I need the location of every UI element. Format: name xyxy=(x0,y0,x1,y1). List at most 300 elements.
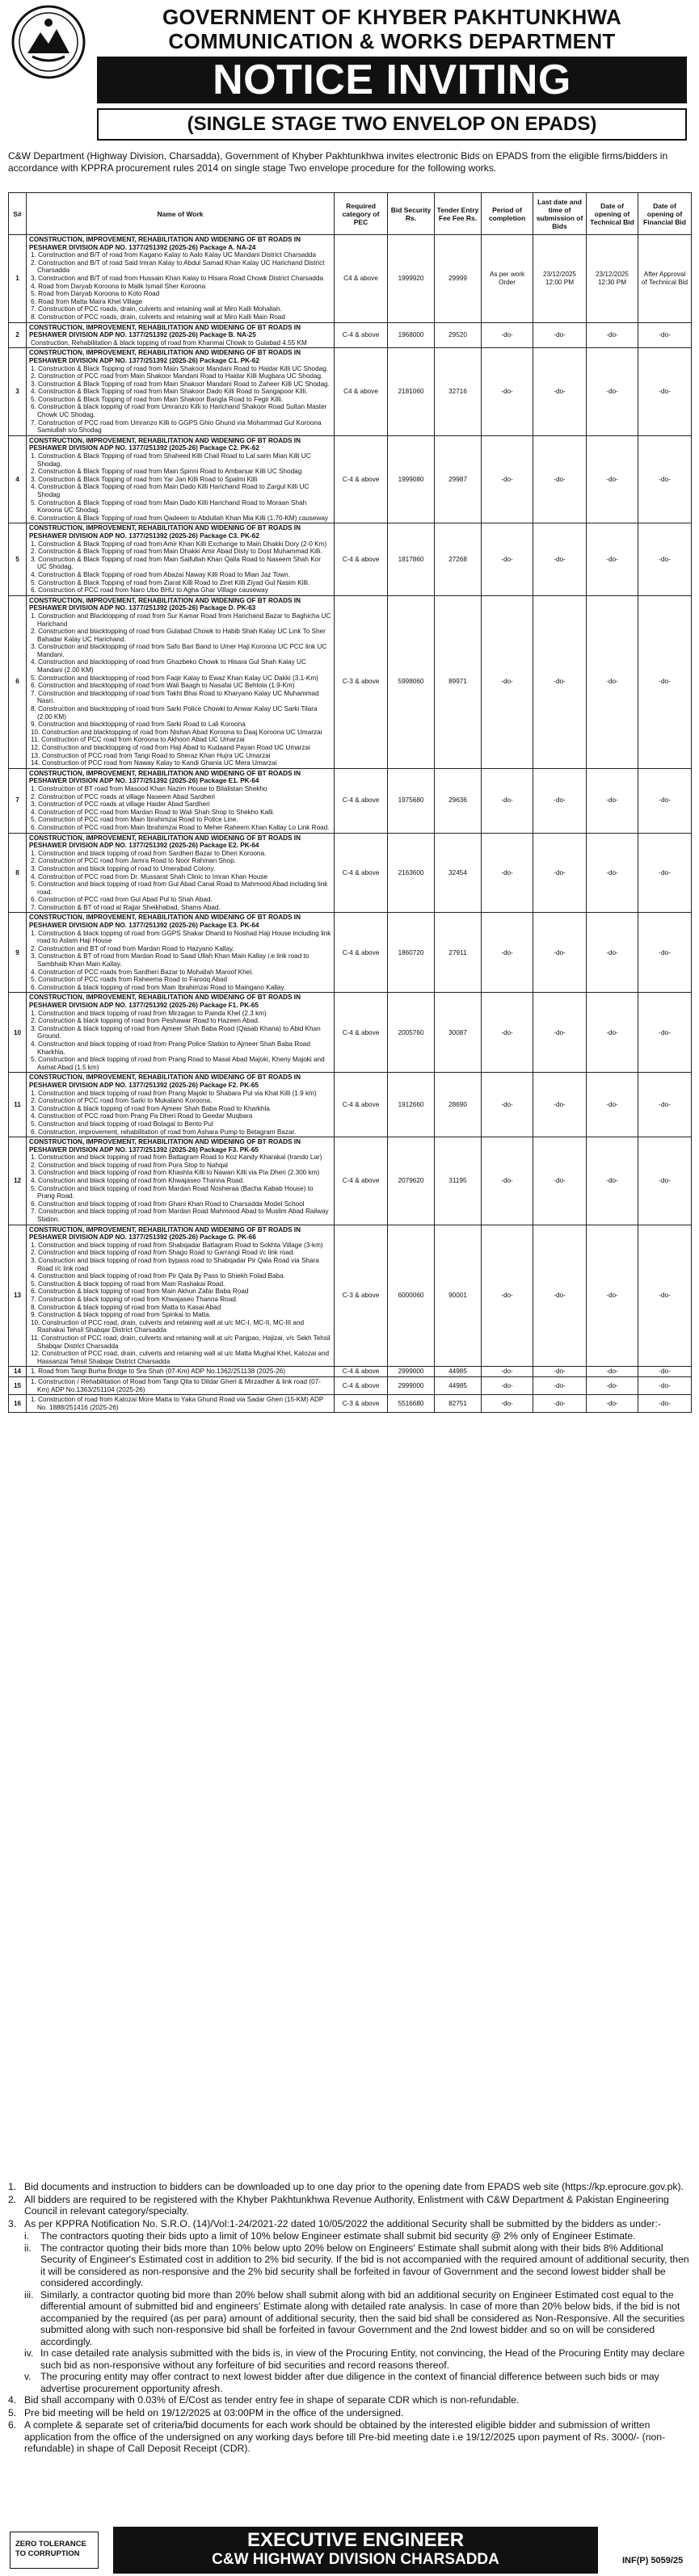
row-technical-opening: -do- xyxy=(587,523,638,595)
row-sno: 14 xyxy=(9,1367,27,1377)
table-header-row xyxy=(9,193,692,235)
signature-block xyxy=(113,2527,598,2574)
note-number: 5. xyxy=(8,2406,17,2418)
work-item: 6. Construction & black topping of road from Umranzo Killi to Harichand Shakoor Road Sultan Master Chowk UC Shodag. xyxy=(31,403,327,419)
work-item: 5. Construction and black topping of road from Gul Abad Canal Road to Mahmood Abad including link road. xyxy=(31,880,328,896)
row-technical-opening: -do- xyxy=(587,1137,638,1225)
row-last-date: -do- xyxy=(533,1137,587,1225)
work-item: 1. Construction and B/T of road from Kagano Kalay to Aalo Kalay UC Mandani District Charsadda xyxy=(31,251,317,259)
work-item: 5. Construction & black topping of road from Main Rashakai Road. xyxy=(31,1280,225,1288)
note-text: A complete & separate set of criteria/bid documents for each work should be obtained by the interested eligible bidder and submission of written application from the office of the undersigned on any working days before till Pre-bid meeting date i.e 19/12/2025 upon payment of Rs. 3000/- (non-refundable) in shape of Call Deposit Receipt (CDR). xyxy=(24,2419,666,2454)
intro-paragraph: C&W Department (Highway Division, Charsadda), Government of Khyber Pakhtunkhwa invites electronic Bids on EPADS from the eligible firms/bidders in accordance with KPPRA procurement rules 2014 on single stage Two envelope procedure for the following works. xyxy=(8,150,668,174)
work-item: 6. Construction & black topping of road from Main Ibrahimzai Road to Maingano Kallay. xyxy=(31,983,286,991)
col-header-category: Required category of PEC xyxy=(335,193,388,235)
procedure-subtitle: (SINGLE STAGE TWO ENVELOP ON EPADS) xyxy=(97,108,687,141)
table-row xyxy=(9,1395,692,1413)
table-row xyxy=(9,1225,692,1367)
col-header-last-date: Last date and time of submission of Bids xyxy=(533,193,587,235)
work-item: Construction, Rehabilitation & black topping of road from Khanmai Chowk to Gulabad 4.55 KM xyxy=(31,338,307,347)
work-item: 4. Road from Daryab Koroona to Malik Ismail Sher Koroona xyxy=(31,282,206,290)
row-category: C-4 & above xyxy=(335,523,388,595)
row-period: -do- xyxy=(482,1367,533,1377)
work-item: 4. Construction of PCC road from Mardan Road to Wali Shah Shop to Shekho Kalli. xyxy=(31,808,275,816)
table-row xyxy=(9,322,692,348)
notice-title: NOTICE INVITING xyxy=(97,57,687,103)
row-category: C4 & above xyxy=(335,348,388,436)
note-number: 3. xyxy=(8,2217,17,2229)
row-period: -do- xyxy=(482,322,533,348)
work-item: 4. Construction of PCC road from Dr. Mussarat Shah Clinic to Imran Khan House xyxy=(31,872,268,880)
work-item: 2. Construction and blacktopping of road from Gulabad Chowk to Habib Shah Kalay UC Link To Sher Bahadar Kalay UC Harichand. xyxy=(31,628,326,643)
work-item: 5. Construction and black topping of road from Prang Road to Masal Abad Majoki, Kheny Majoki and Asmat Abad (1.5 km) xyxy=(31,1056,325,1071)
row-last-date: -do- xyxy=(533,993,587,1073)
work-item: 2. Construction & Black Topping of road from Main Dhakki Amir Abad Disty to Dost Muhammad Killi. xyxy=(31,548,322,556)
work-item: 1. Road from Tangi Burha Bridge to Sra Shah (07-Km) ADP No.1362/251138 (2025-26) xyxy=(31,1368,285,1376)
note-number: 1. xyxy=(8,2181,17,2192)
note-text: Pre bid meeting will be held on 19/12/2025 at 03:00PM in the office of the undersigned. xyxy=(24,2406,404,2418)
note-item xyxy=(8,2181,691,2193)
work-item: 5. Road from Daryab Koroona to Koto Road xyxy=(31,290,160,298)
work-item: 3. Construction & Black Topping of road from Main Shakoor Mandani Road to Zaheer Killi UC Shodag. xyxy=(31,380,330,388)
work-item: 14. Construction of PCC road from Naway Kalay to Kandi Ghania UC Mera Umarzai xyxy=(31,759,277,767)
row-technical-opening: -do- xyxy=(587,1395,638,1413)
row-bid-security: 5516680 xyxy=(388,1395,435,1413)
note-subitem xyxy=(8,2347,691,2371)
table-row xyxy=(9,1073,692,1137)
row-financial-opening: -do- xyxy=(638,435,692,523)
row-sno: 6 xyxy=(9,595,27,768)
row-entry-fee: 90001 xyxy=(435,1225,482,1367)
work-item: 3. Construction and blacktopping of road from Safo Bari Band to Umer Haji Koroona UC PCC link UC Mandani. xyxy=(31,643,327,658)
row-technical-opening: -do- xyxy=(587,595,638,768)
work-item: 4. Construction & Black Topping of road from Main Shakoor Dado Killi Road to Sangapoor Killi. xyxy=(31,388,308,396)
row-period: -do- xyxy=(482,348,533,436)
row-sno: 15 xyxy=(9,1376,27,1394)
row-bid-security: 2999000 xyxy=(388,1367,435,1377)
row-entry-fee: 27911 xyxy=(435,913,482,993)
work-item: 3. Construction of PCC roads at village Haider Abad Sardheri xyxy=(31,801,210,809)
row-financial-opening: -do- xyxy=(638,1137,692,1225)
work-item: 5. Construction & Black Topping of road from Ziarat Killi Road to Ziret Killi Ziyad Gul Nasim Killi. xyxy=(31,578,310,586)
work-item: 3. Construction and black topping of road from bypass road to Shabqadar Pir Qala Road via Shara Road i/c link road xyxy=(31,1257,319,1272)
work-item: 4. Construction and black topping of road from Pir Qala By Pass to Shiekh Folad Baba. xyxy=(31,1272,285,1280)
work-item: 1. Construction and black topping of road from Shabqadar Battagram Road to Sokhta Village (3-km) xyxy=(31,1241,323,1249)
row-category: C4 & above xyxy=(335,235,388,323)
note-number: iii. xyxy=(24,2288,34,2301)
row-work-description xyxy=(27,435,335,523)
work-package-title: CONSTRUCTION, IMPROVEMENT, REHABILITATION AND WIDENING OF BT ROADS IN PESHAWER DIVISION ADP NO. 1377/251392 (2025-26) Package B. NA-25 xyxy=(29,323,301,339)
row-technical-opening: -do- xyxy=(587,1225,638,1367)
work-item: 1. Construction of road from Katozai More Matta to Yaka Ghund Road via Sadar Gheri (15-KM) ADP No. 1888/251416 (2025-26) xyxy=(31,1396,324,1411)
row-period: -do- xyxy=(482,595,533,768)
row-period: -do- xyxy=(482,913,533,993)
note-number: ii. xyxy=(24,2242,32,2254)
row-work-description xyxy=(27,913,335,993)
note-number: 6. xyxy=(8,2419,17,2431)
work-item: 1. Construction and black topping of road from Battagram Road to Koz Kandy Kharakai (Irando Lar) xyxy=(31,1154,322,1162)
row-period: As per work Order xyxy=(482,235,533,323)
row-sno: 4 xyxy=(9,435,27,523)
row-work-description xyxy=(27,348,335,436)
work-item: 1. Construction and Blacktopping of road from Sur Kamar Road from Harichand Bazar to Baghicha UC Harichand xyxy=(31,611,331,628)
table-row xyxy=(9,993,692,1073)
row-entry-fee: 44985 xyxy=(435,1367,482,1377)
note-item xyxy=(8,2407,691,2419)
row-technical-opening: -do- xyxy=(587,348,638,436)
government-title: GOVERNMENT OF KHYBER PAKHTUNKHWA xyxy=(162,5,622,29)
row-period: -do- xyxy=(482,1395,533,1413)
row-category: C-3 & above xyxy=(335,595,388,768)
row-bid-security: 1817860 xyxy=(388,523,435,595)
row-bid-security: 1975680 xyxy=(388,768,435,833)
row-work-description xyxy=(27,768,335,833)
row-last-date: -do- xyxy=(533,1073,587,1137)
row-financial-opening: -do- xyxy=(638,1225,692,1367)
row-technical-opening: -do- xyxy=(587,1073,638,1137)
work-item: 9. Construction & black topping of road from Spinkai to Matta. xyxy=(31,1311,211,1319)
work-item: 12. Construction of PCC road, drain, culverts and retaining wall at u/c Matta Mughal Khel, Katozai and Hassanzai Tehsil Shabqar District Charsadda xyxy=(31,1350,330,1365)
work-item: 10. Construction and blacktopping of road from Nishan Abad Koroona to Daaj Koroona UC Umarzai xyxy=(31,728,322,736)
row-bid-security: 1968000 xyxy=(388,322,435,348)
work-item: 6. Construction of PCC road from Gul Abad Pul to Shah Abad. xyxy=(31,896,213,904)
row-financial-opening: -do- xyxy=(638,595,692,768)
work-item: 3. Construction and B/T of road from Hussain Khan Kalay to Hisara Road Chowk District Charsadda xyxy=(31,274,324,282)
row-bid-security: 6000060 xyxy=(388,1225,435,1367)
row-last-date: -do- xyxy=(533,1376,587,1394)
row-last-date: -do- xyxy=(533,523,587,595)
table-row xyxy=(9,348,692,436)
table-row xyxy=(9,435,692,523)
row-entry-fee: 29999 xyxy=(435,235,482,323)
row-technical-opening: -do- xyxy=(587,1376,638,1394)
work-item: 1. Construction of BT road from Masood Khan Nazim House to Bilalistan Shekho xyxy=(31,784,267,792)
row-sno: 1 xyxy=(9,235,27,323)
row-bid-security: 2005760 xyxy=(388,993,435,1073)
note-text: The contractor quoting their bids more than 10% below upto 20% below on Engineers' Estimate shall submit along with their bids 8% Additional Security of Engineer's Estimated cost in addition to 2% bid security. If the bid is not accompanied with the required amount of additional security, then it will be considered as non-responsive and the 2% bid security shall be forfeited in favour of Government and the second lowest bidder shall be considered accordingly. xyxy=(40,2242,689,2288)
note-item xyxy=(8,2218,691,2230)
work-item: 6. Road from Matta Maira Khel Village xyxy=(31,297,143,305)
row-financial-opening: After Approval of Technical Bid xyxy=(638,235,692,323)
row-category: C-4 & above xyxy=(335,1376,388,1394)
work-item: 4. Construction & Black Topping of road from Main Dado Killi Harichand Road to Zargul Killi UC Shodag xyxy=(31,483,309,498)
row-entry-fee: 44985 xyxy=(435,1376,482,1394)
row-work-description xyxy=(27,1395,335,1413)
work-item: 3. Construction & Black Topping of road from Yar Jan Killi Road to Spalmi Killi xyxy=(31,475,258,483)
work-item: 5. Construction and black topping of road from Mardan Road Nosheraa (Bacha Kabab House) to Prang Road. xyxy=(31,1184,314,1200)
table-row xyxy=(9,523,692,595)
notice-footer xyxy=(0,2520,699,2576)
note-subitem xyxy=(8,2371,691,2394)
note-number: 4. xyxy=(8,2394,17,2406)
work-item: 2. Construction of PCC road from Main Shakoor Mandani Road to Haidar Killi Mugbara UC Shodag. xyxy=(31,372,323,380)
row-technical-opening: -do- xyxy=(587,435,638,523)
row-work-description xyxy=(27,1367,335,1377)
work-item: 3. Construction & Black Topping of road from Main Saifullah Khan Qalla Road to Naseem Shah Kor UC Shodag. xyxy=(31,555,321,571)
note-number: iv. xyxy=(24,2347,34,2359)
row-financial-opening: -do- xyxy=(638,1376,692,1394)
row-period: -do- xyxy=(482,523,533,595)
note-number: i. xyxy=(24,2230,30,2242)
row-sno: 8 xyxy=(9,833,27,913)
work-item: 8. Construction and blacktopping of road from Sarki Police Chowki to Anwar Kalay UC Sarki Tilara (2.00 KM) xyxy=(31,705,318,721)
row-entry-fee: 89971 xyxy=(435,595,482,768)
work-item: 9. Construction and blacktopping of road from Sarki Road to Lali Koroona xyxy=(31,721,246,729)
row-financial-opening: -do- xyxy=(638,1395,692,1413)
note-text: In case detailed rate analysis submitted with the bids is, in view of the Procuring Entity, not convincing, the Head of the Procuring Entity may declare such bid as non-responsive without any forfeiture of bid securities and record reasons thereof. xyxy=(40,2347,685,2371)
work-item: 6. Construction of PCC road from Main Ibrahimzai Road to Meher Raheem Khan Kallay Lo Link Road. xyxy=(31,823,330,831)
note-item xyxy=(8,2394,691,2406)
work-package-title: CONSTRUCTION, IMPROVEMENT, REHABILITATION AND WIDENING OF BT ROADS IN PESHAWER DIVISION ADP NO. 1377/251392 (2025-26) Package F1. PK-65 xyxy=(29,994,301,1009)
row-entry-fee: 30087 xyxy=(435,993,482,1073)
work-item: 2. Construction of PCC road from Sarki to Mukalano Koroona. xyxy=(31,1097,213,1105)
work-item: 6. Construction of PCC road from Naro Ubo BHU to Agha Ghar Village causeway xyxy=(31,586,268,595)
row-entry-fee: 31195 xyxy=(435,1137,482,1225)
table-row xyxy=(9,1376,692,1394)
row-sno: 2 xyxy=(9,322,27,348)
work-package-title: CONSTRUCTION, IMPROVEMENT, REHABILITATION AND WIDENING OF BT ROADS IN PESHAWER DIVISION ADP NO. 1377/251392 (2025-26) Package D. PK-63 xyxy=(29,596,301,612)
work-item: 8. Construction & black topping of road from Matta to Kasai Abad xyxy=(31,1303,221,1311)
work-item: 6. Construction & Black Topping of road from Qadeem to Abdullah Khan Mia Killi (1.70-KM) causeway xyxy=(31,514,329,522)
note-item xyxy=(8,2419,691,2455)
work-item: 1. Construction & Black Topping of road from Amir Khan Killi Exchange to Main Dhakki Dory (2-0 Km) xyxy=(31,540,327,548)
row-entry-fee: 32454 xyxy=(435,833,482,913)
table-row xyxy=(9,235,692,323)
row-last-date: -do- xyxy=(533,833,587,913)
row-financial-opening: -do- xyxy=(638,1073,692,1137)
work-item: 3. Construction & black topping of road from Ajmeer Shah Baba Road (Qasab Khana) to Abid Khan Ground. xyxy=(31,1024,321,1040)
table-row xyxy=(9,768,692,833)
row-entry-fee: 29987 xyxy=(435,435,482,523)
work-item: 3. Construction & black topping of road from Ajmeer Shah Baba Road to Kharkhla xyxy=(31,1104,270,1112)
row-sno: 13 xyxy=(9,1225,27,1367)
row-bid-security: 5998060 xyxy=(388,595,435,768)
works-table xyxy=(8,192,692,1413)
work-item: 2. Construction & black topping of road from Peshawar Road to Hazeen Abad. xyxy=(31,1017,260,1025)
row-work-description xyxy=(27,1376,335,1394)
office-name: C&W HIGHWAY DIVISION CHARSADDA xyxy=(212,2551,499,2568)
work-item: 3. Construction & BT of road from Mardan Road to Saad Ullah Khan Main Kallay i.e link road to Sambhaib Khan Main Kallay. xyxy=(31,952,309,969)
row-financial-opening: -do- xyxy=(638,833,692,913)
row-work-description xyxy=(27,993,335,1073)
work-item: 7. Construction of PCC road from Umranzo Killi to GGPS Ghio Ghund via Mohammad Gul Koroona Samiullah s/o Shodag xyxy=(31,418,322,435)
work-item: 13. Construction of PCC road from Tangi Road to Sheraz Khan Hujra UC Umarzai xyxy=(31,751,271,759)
work-package-title: CONSTRUCTION, IMPROVEMENT, REHABILITATION AND WIDENING OF BT ROADS IN PESHAWER DIVISION ADP NO. 1377/251392 (2025-26) Package E3. PK-64 xyxy=(29,914,301,930)
work-item: 1. Construction and black topping of road from Mirzagan to Painda Khel (2.3 km) xyxy=(31,1009,267,1017)
work-item: 7. Construction and blacktopping of road from Takht Bhai Road to Kharyano Kalay UC Muhammad Nasri. xyxy=(31,689,319,705)
row-last-date: -do- xyxy=(533,1395,587,1413)
row-period: -do- xyxy=(482,993,533,1073)
row-bid-security: 2999000 xyxy=(388,1376,435,1394)
note-number: v. xyxy=(24,2371,32,2382)
table-row xyxy=(9,595,692,768)
table-row xyxy=(9,1367,692,1377)
work-item: 5. Construction of PCC roads from Raheema Road to Farooq Abad xyxy=(31,976,228,984)
work-package-title: CONSTRUCTION, IMPROVEMENT, REHABILITATION AND WIDENING OF BT ROADS IN PESHAWER DIVISION ADP NO. 1377/251392 (2025-26) Package E2. PK-64 xyxy=(29,834,301,850)
row-period: -do- xyxy=(482,833,533,913)
row-last-date: -do- xyxy=(533,348,587,436)
work-item: 11. Construction of PCC road, drain, culverts and retaining wall at u/c Panjpao, Hajizai, v/c Sekh Tehsil Shabqar District Charsadda xyxy=(31,1334,331,1350)
row-technical-opening: 23/12/2025 12:30 PM xyxy=(587,235,638,323)
row-financial-opening: -do- xyxy=(638,913,692,993)
row-category: C-4 & above xyxy=(335,1073,388,1137)
work-item: 4. Construction of PCC roads from Sardheri Bazar to Mohallah Maroof Khel. xyxy=(31,968,254,976)
row-bid-security: 1860720 xyxy=(388,913,435,993)
row-last-date: -do- xyxy=(533,595,587,768)
row-category: C-3 & above xyxy=(335,1225,388,1367)
work-item: 3. Construction and black topping of road to Umerabad Colony. xyxy=(31,864,216,872)
table-row xyxy=(9,913,692,993)
row-bid-security: 2079620 xyxy=(388,1137,435,1225)
row-last-date: -do- xyxy=(533,322,587,348)
work-item: 2. Construction of PCC roads at village Naseem Abad Sardheri xyxy=(31,792,216,801)
row-last-date: -do- xyxy=(533,1225,587,1367)
note-text: Similarly, a contractor quoting bid more than 20% below shall submit along with bid an additional security on Engineer Estimated cost equal to the differential amount of submitted bid and engineers' Estimate along with detailed rate analysis. In case of more than 20% below bids, if the bid is not accompanied by the required (as per para) amount of additional security, then the said bid shall be considered as Non-Responsive. All the securities submitted along with such non-responsive bid shall be forfeited in favour Government and the 2nd lowest bidder and so on will be considered accordingly. xyxy=(40,2288,685,2347)
row-entry-fee: 32716 xyxy=(435,348,482,436)
row-financial-opening: -do- xyxy=(638,523,692,595)
col-header-period: Period of completion xyxy=(482,193,533,235)
row-category: C-4 & above xyxy=(335,1137,388,1225)
row-period: -do- xyxy=(482,768,533,833)
col-header-name: Name of Work xyxy=(27,193,335,235)
work-package-title: CONSTRUCTION, IMPROVEMENT, REHABILITATION AND WIDENING OF BT ROADS IN PESHAWER DIVISION ADP NO. 1377/251392 (2025-26) Package F3. PK-65 xyxy=(29,1138,301,1154)
col-header-entry-fee: Tender Entry Fee Fee Rs. xyxy=(435,193,482,235)
work-item: 2. Construction & Black Topping of road from Main Spinni Road to Ambarsar Killi UC Shodag xyxy=(31,468,302,476)
work-item: 1. Construction & black topping of road from GGPS Shakar Dhand to Noshad Haji House including link road to Aslam Haji House xyxy=(31,929,331,945)
work-item: 4. Construction and blacktopping of road from Ghazbeko Chowk to Hisara Gul Shah Kalay UC Mandani (2.00 KM) xyxy=(31,658,306,674)
work-item: 5. Construction of PCC road from Main Ibrahimzai Road to Police Line. xyxy=(31,816,238,824)
row-category: C-4 & above xyxy=(335,768,388,833)
row-category: C-4 & above xyxy=(335,833,388,913)
row-sno: 9 xyxy=(9,913,27,993)
zero-tolerance-badge: ZERO TOLERANCE TO CORRUPTION xyxy=(10,2532,99,2569)
note-number: 2. xyxy=(8,2193,17,2205)
note-text: Bid shall accompany with 0.03% of E/Cost as tender entry fee in shape of separate CDR which is non-refundable. xyxy=(24,2394,520,2406)
row-sno: 12 xyxy=(9,1137,27,1225)
work-item: 6. Construction, improvement, rehabilitation of road from Ashara Pump to Betagram Bazar. xyxy=(31,1128,297,1136)
row-entry-fee: 29636 xyxy=(435,768,482,833)
row-entry-fee: 29520 xyxy=(435,322,482,348)
work-item: 7. Construction of PCC roads, drain, culverts and retaining wall at Miro Kalli Mohallah. xyxy=(31,305,282,313)
row-financial-opening: -do- xyxy=(638,1367,692,1377)
row-work-description xyxy=(27,1137,335,1225)
row-sno: 5 xyxy=(9,523,27,595)
row-last-date: -do- xyxy=(533,435,587,523)
row-last-date: -do- xyxy=(533,1367,587,1377)
row-work-description xyxy=(27,833,335,913)
row-category: C-4 & above xyxy=(335,435,388,523)
work-item: 7. Construction & black topping of road from Khwajaseo Thanna Road. xyxy=(31,1295,238,1303)
work-item: 11. Construction of PCC road from Koroona to Akhoon Abad UC Umarzai xyxy=(31,736,245,744)
work-package-title: CONSTRUCTION, IMPROVEMENT, REHABILITATION AND WIDENING OF BT ROADS IN PESHAWER DIVISION ADP NO. 1377/251392 (2025-26) Package C3. PK-62 xyxy=(29,524,301,540)
table-row xyxy=(9,833,692,913)
col-header-financial-opening: Date of opening of Financial Bid xyxy=(638,193,692,235)
note-subitem xyxy=(8,2242,691,2289)
work-item: 7. Construction & BT of road at Rajjar Sheikhabad, Shams Abad. xyxy=(31,903,221,911)
row-category: C-4 & above xyxy=(335,993,388,1073)
work-item: 6. Construction and black topping of road from Ghani Khan Road to Charsadda Model School xyxy=(31,1200,305,1208)
note-item xyxy=(8,2194,691,2217)
inf-number: INF(P) 5059/25 xyxy=(622,2556,684,2565)
row-work-description xyxy=(27,1073,335,1137)
row-bid-security: 1999920 xyxy=(388,235,435,323)
row-period: -do- xyxy=(482,435,533,523)
work-item: 2. Construction of PCC road from Jamra Road to Noor Rahman Shop. xyxy=(31,857,236,865)
row-last-date: -do- xyxy=(533,913,587,993)
work-item: 1. Construction & Black Topping of road from Shaheed Killi Chail Road to Lal sarin Mian Killi UC Shodag. xyxy=(31,452,311,468)
work-package-title: CONSTRUCTION, IMPROVEMENT, REHABILITATION AND WIDENING OF BT ROADS IN PESHAWER DIVISION ADP NO. 1377/251392 (2025-26) Package F2. PK-65 xyxy=(29,1074,301,1089)
work-item: 1. Construction / Rehabilitation of Road from Tangi Qila to Dildar Gheri & Mirzadher & link road (07-Km) ADP No.1363/251104 (2025-26) xyxy=(31,1377,321,1393)
row-technical-opening: -do- xyxy=(587,993,638,1073)
row-category: C-4 & above xyxy=(335,913,388,993)
work-item: 5. Construction & Black Topping of road from Main Shakoor Bangla Road to Fegir Killi. xyxy=(31,395,284,403)
row-work-description xyxy=(27,322,335,348)
row-period: -do- xyxy=(482,1225,533,1367)
work-package-title: CONSTRUCTION, IMPROVEMENT, REHABILITATION AND WIDENING OF BT ROADS IN PESHAWER DIVISION ADP NO. 1377/251392 (2025-26) Package E1. PK-64 xyxy=(29,769,301,785)
work-item: 2. Construction and black topping of road from Shago Road to Garrangi Road i/c link road. xyxy=(31,1249,295,1257)
row-technical-opening: -do- xyxy=(587,833,638,913)
work-item: 8. Construction of PCC roads, drain, culverts and retaining wall at Miro Kalli Main Road xyxy=(31,313,285,321)
row-bid-security: 1912660 xyxy=(388,1073,435,1137)
row-entry-fee: 27268 xyxy=(435,523,482,595)
row-period: -do- xyxy=(482,1376,533,1394)
note-text: The procuring entity may offer contract to next lowest bidder after due diligence in the context of financial difference between such bids or may advertise procurement opportunity afresh. xyxy=(40,2371,659,2394)
col-header-bid-security: Bid Security Rs. xyxy=(388,193,435,235)
row-bid-security: 2163600 xyxy=(388,833,435,913)
work-package-title: CONSTRUCTION, IMPROVEMENT, REHABILITATION AND WIDENING OF BT ROADS IN PESHAWER DIVISION ADP NO. 1377/251392 (2025-26) Package C2. PK-62 xyxy=(29,436,301,452)
note-subitem xyxy=(8,2230,691,2242)
row-period: -do- xyxy=(482,1137,533,1225)
work-item: 2. Construction and BT of road from Mardan Road to Hazyano Kallay. xyxy=(31,944,234,952)
work-item: 4. Construction and black topping of road from Khwajaseo Thanna Road. xyxy=(31,1177,245,1185)
work-item: 5. Construction & Black Topping of road from Main Dado Killi Harichand Road to Moraan Shah Koroona UC Shodag. xyxy=(31,498,307,515)
work-item: 4. Construction & Black Topping of road from Abazai Naway Killi Road to Mian Jaz Town. xyxy=(31,570,290,578)
work-item: 7. Construction and black topping of road from Mardan Road Mahmood Abad to Muslim Abad Railway Station. xyxy=(31,1208,329,1224)
note-subitem xyxy=(8,2289,691,2348)
note-text: Bid documents and instruction to bidders can be downloaded up to one day prior to the opening date from EPADS web site (https://kp.eprocure.gov.pk). xyxy=(24,2181,684,2192)
row-work-description xyxy=(27,235,335,323)
row-bid-security: 2181060 xyxy=(388,348,435,436)
work-item: 2. Construction and black topping of road from Pura Stop to Nahqal xyxy=(31,1161,228,1169)
row-category: C-4 & above xyxy=(335,1367,388,1377)
row-period: -do- xyxy=(482,1073,533,1137)
row-financial-opening: -do- xyxy=(638,993,692,1073)
col-header-sno: S# xyxy=(9,193,27,235)
row-sno: 7 xyxy=(9,768,27,833)
row-last-date: 23/12/2025 12:00 PM xyxy=(533,235,587,323)
work-item: 12. Construction and blacktopping of road from Haji Abad to Kudaand Payan Road UC Umarzai xyxy=(31,744,310,751)
work-item: 6. Construction & black topping of road from Main Akhun Zafar Baba Road xyxy=(31,1288,249,1296)
row-technical-opening: -do- xyxy=(587,913,638,993)
work-item: 3. Construction and black topping of road from Khashta Killi to Nawan Killi via Pia Dheri (2.300 km) xyxy=(31,1169,320,1177)
row-financial-opening: -do- xyxy=(638,348,692,436)
row-financial-opening: -do- xyxy=(638,322,692,348)
work-item: 5. Construction and black topping of road Bolagal to Bento Pul xyxy=(31,1120,213,1128)
row-sno: 16 xyxy=(9,1395,27,1413)
work-item: 1. Construction & Black Topping of road from Main Shakoor Mandani Road to Haidar Killi UC Shodag. xyxy=(31,364,329,372)
work-item: 1. Construction and black topping of road from Prang Majoki to Shabara Pul via Khat Killi (1.9 km) xyxy=(31,1089,317,1097)
note-text: All bidders are required to be registered with the Khyber Pakhtunkhwa Revenue Authority, Enlistment with C&W Department & Pakistan Engineering Council in relevant category/specialty. xyxy=(24,2193,669,2217)
row-last-date: -do- xyxy=(533,768,587,833)
work-item: 2. Construction and B/T of road Said Imran Kalay to Abdul Samad Khan Kalay UC Harichand District Charsadda xyxy=(31,258,325,275)
work-item: 5. Construction and blacktopping of road from Faqir Kalay to Ewaz Khan Kalay UC Dakki (3.1-Km) xyxy=(31,674,318,682)
notice-header xyxy=(0,0,699,145)
table-row xyxy=(9,1137,692,1225)
row-sno: 10 xyxy=(9,993,27,1073)
row-entry-fee: 28690 xyxy=(435,1073,482,1137)
row-category: C-3 & above xyxy=(335,1395,388,1413)
row-technical-opening: -do- xyxy=(587,768,638,833)
col-header-technical-opening: Date of opening of Technical Bid xyxy=(587,193,638,235)
